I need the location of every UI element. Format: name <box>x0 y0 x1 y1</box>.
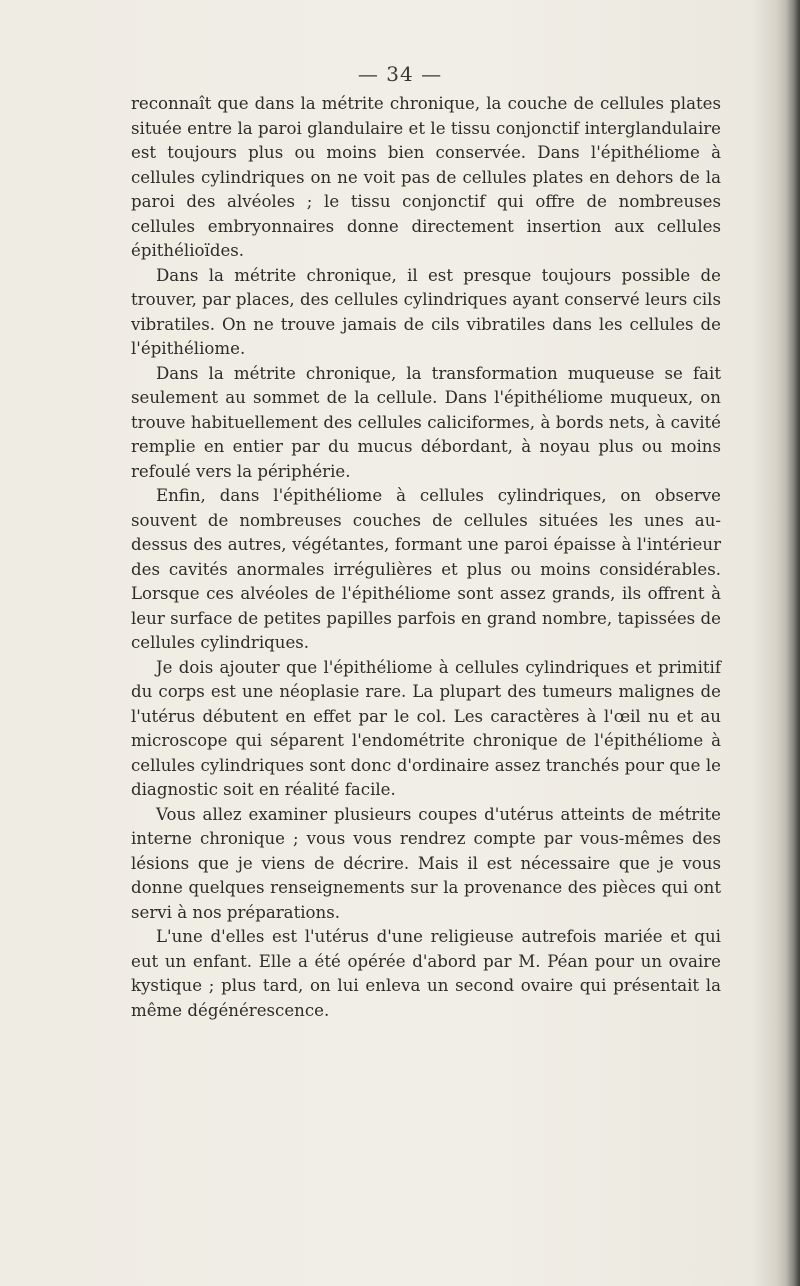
paragraph: reconnaît que dans la métrite chronique, la couche de cellules plates située entre la paroi glandulaire et le tissu conjonctif interglandulaire est toujours plus ou moins bien conservée. Dans l'épithéliome à cellules cylindriques on ne voit pas de cellules plates en dehors de la paroi des alvéoles ; le tissu conjonctif qui offre de nombreuses cellules embryonnaires donne directement insertion aux cellules épithélioïdes. <box>131 94 721 260</box>
paragraph: Dans la métrite chronique, la transformation muqueuse se fait seulement au sommet de la cellule. Dans l'épithéliome muqueux, on trouve habituellement des cellules caliciformes, à bords nets, à cavité remplie en entier par du mucus débordant, à noyau plus ou moins refoulé vers la périphérie. <box>131 363 721 481</box>
paragraph: Vous allez examiner plusieurs coupes d'utérus atteints de métrite interne chronique ; vous vous rendrez compte par vous-mêmes des lésions que je viens de décrire. Mais il est nécessaire que je vous donne quelques renseignements sur la provenance des pièces qui ont servi à nos préparations. <box>131 804 721 922</box>
paragraph: Enfin, dans l'épithéliome à cellules cylindriques, on observe souvent de nombreuses couches de cellules situées les unes au-dessus des autres, végétantes, formant une paroi épaisse à l'intérieur des cavités anormales irrégulières et plus ou moins considérables. Lorsque ces alvéoles de l'épithéliome sont assez grands, ils offrent à leur surface de petites papilles parfois en grand nombre, tapissées de cellules cylindriques. <box>131 486 721 652</box>
paragraph: Dans la métrite chronique, il est presque toujours possible de trouver, par places, des cellules cylindriques ayant conservé leurs cils vibratiles. On ne trouve jamais de cils vibratiles dans les cellules de l'épithéliome. <box>131 265 721 358</box>
page-edge-shadow <box>786 0 800 1286</box>
paragraph: Je dois ajouter que l'épithéliome à cellules cylindriques et primitif du corps est une néoplasie rare. La plupart des tumeurs malignes de l'utérus débutent en effet par le col. Les caractères à l'œil nu et au microscope qui séparent l'endométrite chronique de l'épithéliome à cellules cylindriques sont donc d'ordinaire assez tranchés pour que le diagnostic soit en réalité facile. <box>131 657 721 799</box>
body-text <box>131 92 721 1023</box>
paragraph: L'une d'elles est l'utérus d'une religieuse autrefois mariée et qui eut un enfant. Elle a été opérée d'abord par M. Péan pour un ovaire kystique ; plus tard, on lui enleva un second ovaire qui présentait la même dégénérescence. <box>131 927 721 1020</box>
page-number: — 34 — <box>357 62 443 86</box>
